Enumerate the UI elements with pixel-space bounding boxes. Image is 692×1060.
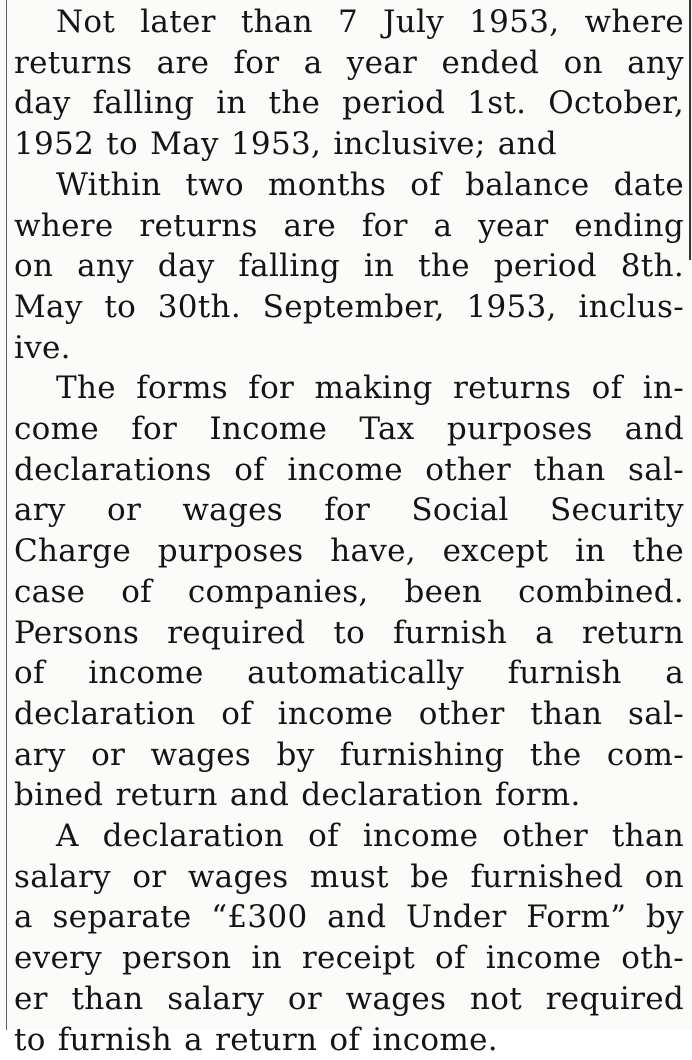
paragraph-3 — [14, 368, 684, 816]
text-line: Not later than 7 July 1953, where — [56, 4, 684, 40]
text-line: A declaration of income other than — [56, 818, 684, 855]
text-line: ive. — [14, 329, 71, 366]
text-line: where returns are for a year ending — [14, 207, 684, 244]
text-line: Persons required to furnish a return — [14, 614, 684, 651]
text-line: case of companies, been combined. — [14, 573, 684, 610]
text-line: on any day falling in the period 8th. — [14, 248, 684, 285]
column-rule-left — [6, 0, 7, 1030]
text-line: come for Income Tax purposes and — [14, 411, 684, 448]
text-line: ary or wages for Social Security — [14, 492, 684, 529]
text-line: The forms for making returns of in- — [56, 370, 684, 407]
text-line: day falling in the period 1st. October, — [14, 85, 684, 122]
text-line: salary or wages must be furnished on — [14, 858, 684, 895]
paragraph-4 — [14, 816, 684, 1060]
paragraph-2 — [14, 165, 684, 369]
text-line: 1952 to May 1953, inclusive; and — [14, 126, 557, 163]
text-line: to furnish a return of income. — [14, 1021, 498, 1058]
text-line: a separate “£300 and Under Form” by — [14, 899, 684, 936]
text-line: ary or wages by furnishing the com- — [14, 736, 684, 773]
text-line: declarations of income other than sal- — [14, 451, 684, 488]
paragraph-1 — [14, 2, 684, 165]
text-line: er than salary or wages not required — [14, 980, 684, 1017]
text-line: declaration of income other than sal- — [14, 695, 684, 732]
text-line: of income automatically furnish a — [14, 655, 684, 692]
text-line: Charge purposes have, except in the — [14, 533, 684, 570]
column-rule-right — [689, 0, 691, 260]
article-column — [14, 2, 684, 1060]
text-line: returns are for a year ended on any — [14, 44, 684, 81]
text-line: bined return and declaration form. — [14, 777, 581, 814]
text-line: every person in receipt of income oth- — [14, 940, 684, 977]
text-line: May to 30th. September, 1953, inclus- — [14, 288, 684, 325]
text-line: Within two months of balance date — [56, 166, 684, 203]
